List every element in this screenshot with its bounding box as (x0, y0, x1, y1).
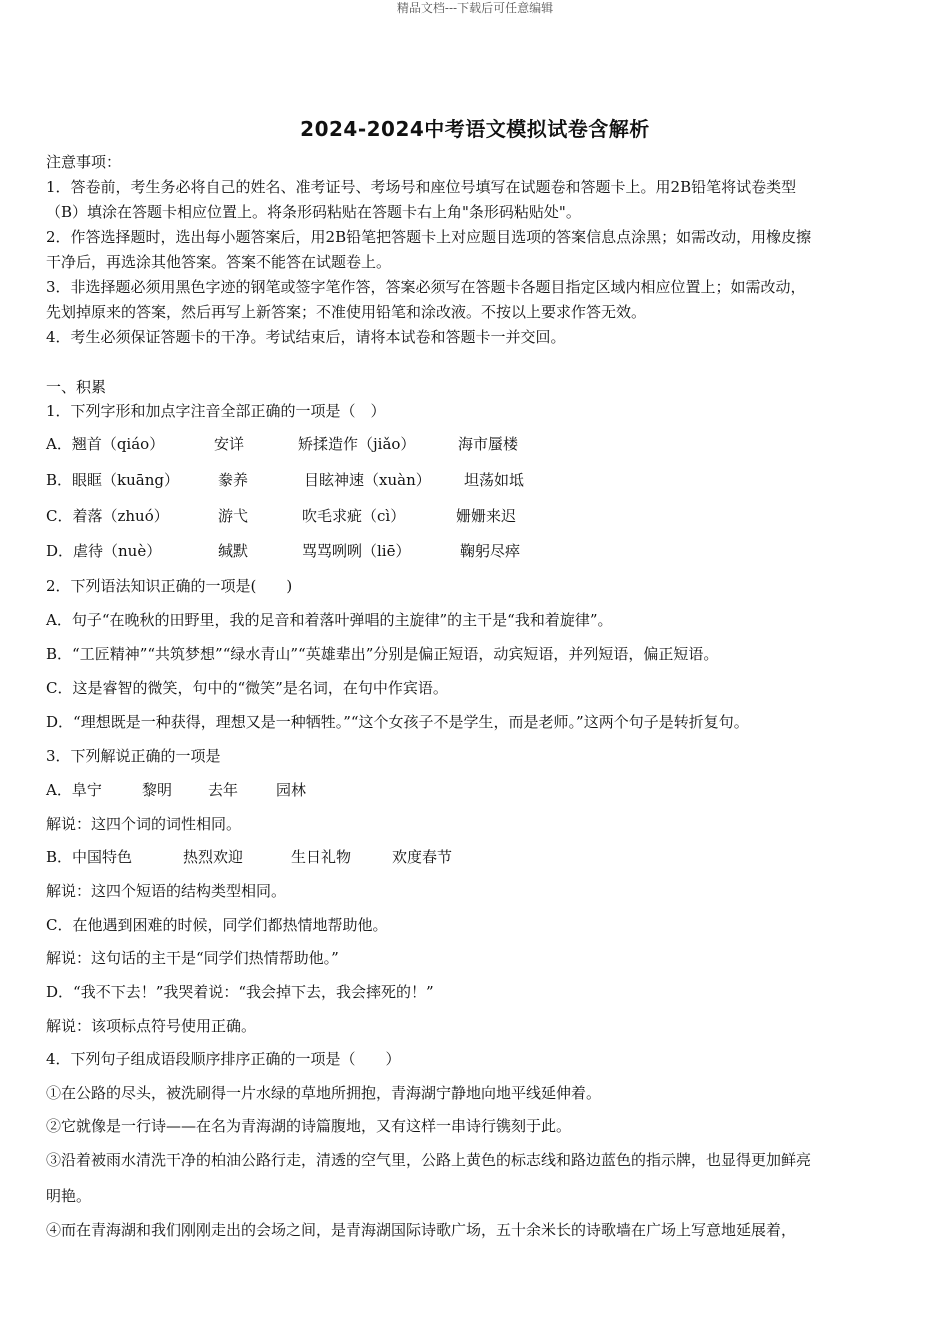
question-1-stem: 1．下列字形和加点字注音全部正确的一项是（ ） (46, 402, 386, 420)
question-4-stem: 4．下列句子组成语段顺序排序正确的一项是（ ） (46, 1050, 401, 1068)
notice-heading: 注意事项： (46, 153, 122, 171)
question-4-sentence: 明艳。 (46, 1187, 92, 1205)
question-3-option-c: C．在他遇到困难的时候，同学们都热情地帮助他。 (46, 916, 388, 934)
section-heading: 一、积累 (46, 378, 107, 396)
option-cell: 坦荡如坻 (464, 471, 525, 489)
option-cell: 热烈欢迎 (183, 848, 244, 866)
option-cell: 吹毛求疵（cì） (302, 507, 406, 525)
option-cell: B．眼眶（kuāng） (46, 471, 179, 489)
option-cell: 骂骂咧咧（liē） (302, 542, 411, 560)
option-cell: 游弋 (218, 507, 249, 525)
notice-line: 3．非选择题必须用黑色字迹的钢笔或签字笔作答，答案必须写在答题卡各题目指定区域内相应位置上；如需改动， (46, 278, 806, 296)
question-4-sentence: ③沿着被雨水清洗干净的柏油公路行走，清透的空气里，公路上黄色的标志线和路边蓝色的指示牌，也显得更加鲜亮 (46, 1151, 812, 1169)
option-cell: A．阜宁 (46, 781, 102, 799)
option-cell: 目眩神速（xuàn） (304, 471, 431, 489)
option-cell: 园林 (276, 781, 307, 799)
question-2-stem: 2．下列语法知识正确的一项是( ) (46, 577, 293, 595)
question-3-explanation: 解说：这句话的主干是“同学们热情帮助他。” (46, 949, 339, 967)
question-2-option: B．“工匠精神”“共筑梦想”“绿水青山”“英雄辈出”分别是偏正短语，动宾短语，并列短语，偏正短语。 (46, 645, 719, 663)
option-cell: 鞠躬尽瘁 (460, 542, 521, 560)
notice-line: 干净后，再选涂其他答案。答案不能答在试题卷上。 (46, 253, 392, 271)
option-cell: 姗姗来迟 (456, 507, 517, 525)
option-cell: A．翘首（qiáo） (46, 435, 165, 453)
question-3-explanation: 解说：该项标点符号使用正确。 (46, 1017, 257, 1035)
option-cell: D．虐待（nuè） (46, 542, 162, 560)
option-cell: 豢养 (218, 471, 249, 489)
option-cell: B．中国特色 (46, 848, 133, 866)
notice-line: 2．作答选择题时，选出每小题答案后，用2B铅笔把答题卡上对应题目选项的答案信息点涂黑；如需改动，用橡皮擦 (46, 228, 812, 246)
option-cell: 生日礼物 (291, 848, 352, 866)
notice-line: 1．答卷前，考生务必将自己的姓名、准考证号、考场号和座位号填写在试题卷和答题卡上。用2B铅笔将试卷类型 (46, 178, 797, 196)
option-cell: 安详 (214, 435, 245, 453)
option-cell: 欢度春节 (392, 848, 453, 866)
document-title: 2024-2024中考语文模拟试卷含解析 (300, 117, 650, 141)
notice-line: 先划掉原来的答案，然后再写上新答案；不准使用铅笔和涂改液。不按以上要求作答无效。 (46, 303, 647, 321)
question-3-option-d: D．“我不下去！”我哭着说：“我会掉下去，我会摔死的！” (46, 983, 434, 1001)
question-2-option: D．“理想既是一种获得，理想又是一种牺牲。”“这个女孩子不是学生，而是老师。”这两个句子是转折复句。 (46, 713, 749, 731)
option-cell: 黎明 (142, 781, 173, 799)
question-2-option: A．句子“在晚秋的田野里，我的足音和着落叶弹唱的主旋律”的主干是“我和着旋律”。 (46, 611, 613, 629)
question-2-option: C．这是睿智的微笑，句中的“微笑”是名词，在句中作宾语。 (46, 679, 448, 697)
question-3-stem: 3．下列解说正确的一项是 (46, 747, 221, 765)
option-cell: 海市蜃楼 (458, 435, 519, 453)
option-cell: 矫揉造作（jiǎo） (298, 435, 416, 453)
question-3-explanation: 解说：这四个词的词性相同。 (46, 815, 242, 833)
question-3-explanation: 解说：这四个短语的结构类型相同。 (46, 882, 287, 900)
question-4-sentence: ④而在青海湖和我们刚刚走出的会场之间，是青海湖国际诗歌广场，五十余米长的诗歌墙在广场上写意地延展着， (46, 1221, 797, 1239)
option-cell: 去年 (208, 781, 239, 799)
notice-line: （B）填涂在答题卡相应位置上。将条形码粘贴在答题卡右上角"条形码粘贴处"。 (46, 203, 581, 221)
option-cell: 缄默 (218, 542, 249, 560)
page-header: 精品文档---下载后可任意编辑 (396, 1, 554, 15)
notice-line: 4．考生必须保证答题卡的干净。考试结束后，请将本试卷和答题卡一并交回。 (46, 328, 566, 346)
option-cell: C．着落（zhuó） (46, 507, 169, 525)
question-4-sentence: ①在公路的尽头，被洗刷得一片水绿的草地所拥抱，青海湖宁静地向地平线延伸着。 (46, 1084, 602, 1102)
question-4-sentence: ②它就像是一行诗——在名为青海湖的诗篇腹地，又有这样一串诗行镌刻于此。 (46, 1117, 572, 1135)
